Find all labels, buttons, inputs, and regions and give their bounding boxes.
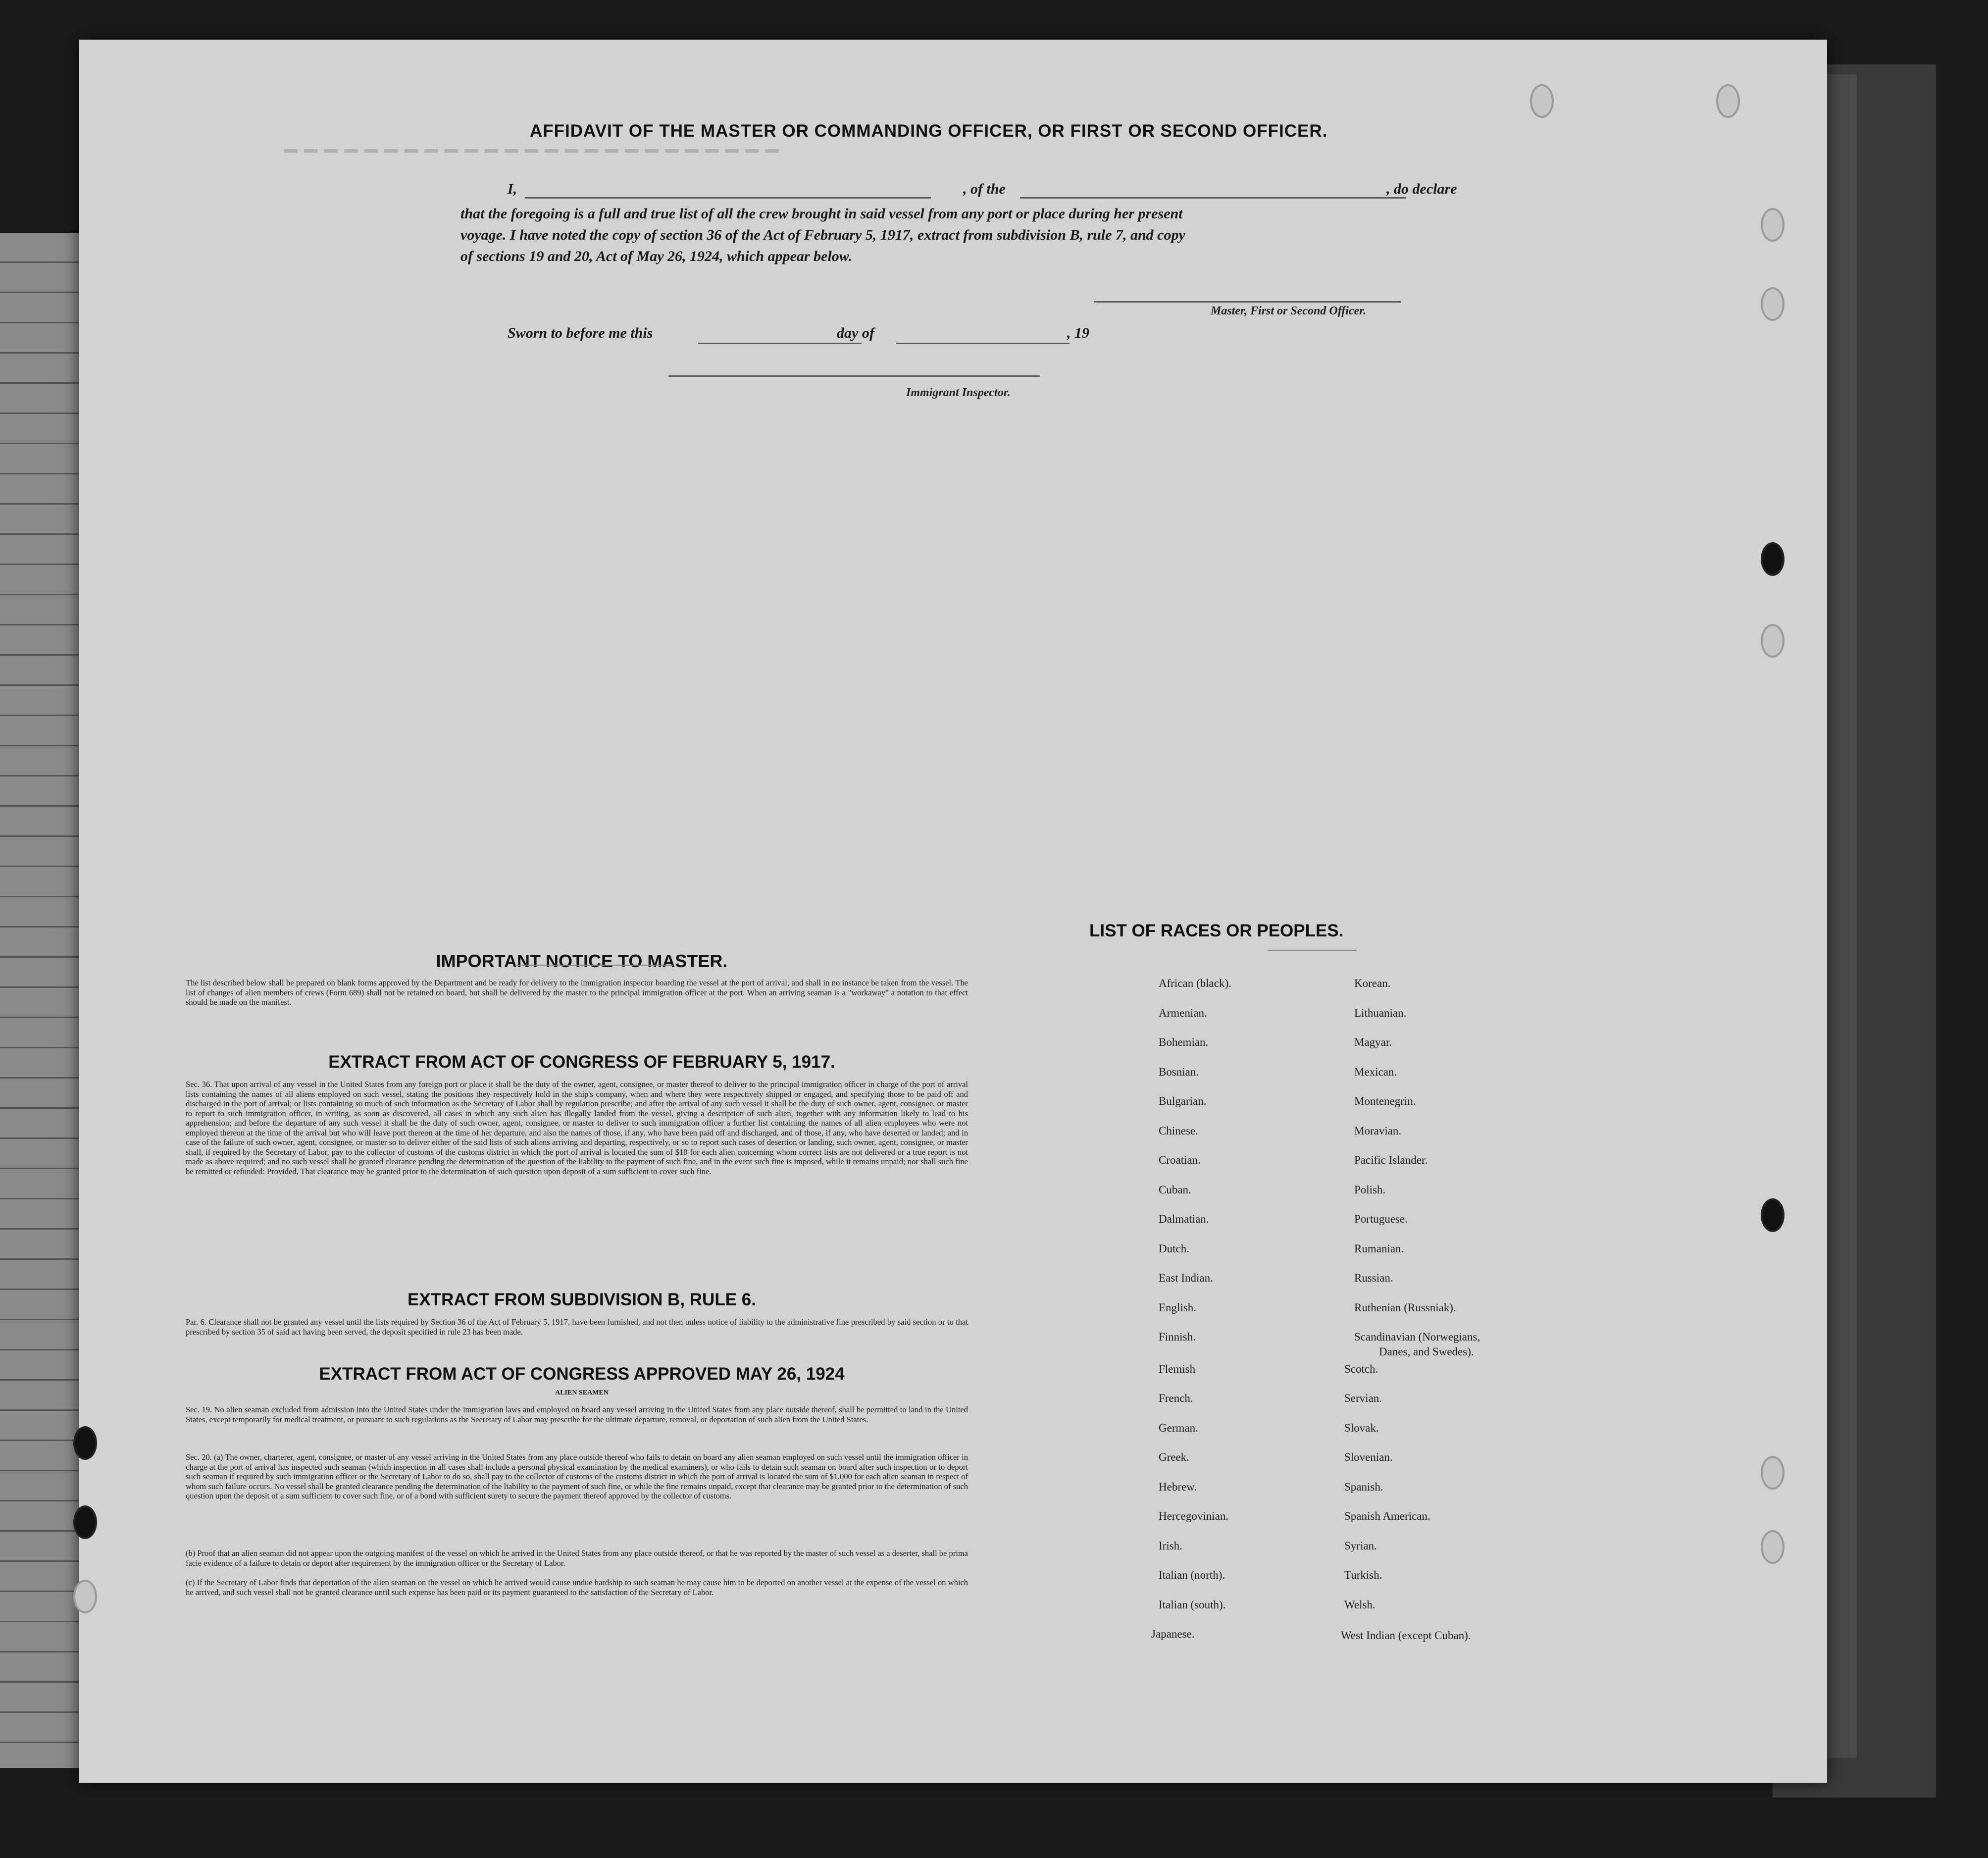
race-item: Dalmatian. <box>1159 1213 1209 1225</box>
race-item: Russian. <box>1354 1272 1393 1284</box>
race-item: East Indian. <box>1159 1272 1213 1284</box>
binder-hole <box>1761 1530 1784 1564</box>
inspector-signature-label: Immigrant Inspector. <box>906 386 1011 399</box>
races-title-divider <box>1268 950 1357 951</box>
race-item: Slovenian. <box>1344 1451 1393 1463</box>
race-item: Finnish. <box>1159 1331 1196 1343</box>
day-of-label: day of <box>837 325 874 341</box>
extract-1924-sec19: Sec. 19. No alien seaman excluded from admission into the United States under the immigration laws and employed on board any vessel arriving in the United States from any place outside thereof, shall be permitted to land in the United States, except temporarily for medical treatment, or pursuant to such regulations as the Secretary of Labor may prescribe for the ultimate departure, removal, or deportation of such alien from the United States. <box>186 1405 968 1424</box>
left-ruled-strip <box>0 233 79 1768</box>
race-item: Hercegovinian. <box>1159 1510 1229 1522</box>
binder-hole <box>1530 84 1554 118</box>
race-item: Welsh. <box>1344 1599 1376 1611</box>
year-label: , 19 <box>1067 325 1089 341</box>
race-item: Mexican. <box>1354 1066 1397 1078</box>
race-item: French. <box>1159 1392 1193 1404</box>
extract-1924-sec20b: (b) Proof that an alien seaman did not appear upon the outgoing manifest of the vessel on which he arrived in the United States from any place outside thereof, or that he was reported by the master of such vessel as a deserter, shall be prima facie evidence of a failure to detain or deport after requirement by the immigration officer or the Secretary of Labor. <box>186 1548 968 1568</box>
race-item: Croatian. <box>1159 1154 1201 1166</box>
race-item: Japanese. <box>1151 1628 1195 1640</box>
race-item: Portuguese. <box>1354 1213 1408 1225</box>
race-item: Irish. <box>1159 1540 1182 1552</box>
declaration-line-2: that the foregoing is a full and true list of all the crew brought in said vessel from any port or place during her present <box>460 206 1183 222</box>
master-signature-label: Master, First or Second Officer. <box>1211 305 1367 317</box>
race-item: Ruthenian (Russniak). <box>1354 1301 1456 1314</box>
race-item: Danes, and Swedes). <box>1379 1345 1474 1358</box>
race-item: Rumanian. <box>1354 1242 1404 1255</box>
binder-hole <box>73 1505 97 1539</box>
race-item: Armenian. <box>1159 1007 1207 1019</box>
binder-hole <box>73 1426 97 1460</box>
sworn-day-line[interactable] <box>698 343 862 344</box>
vessel-name-line[interactable] <box>1020 197 1406 199</box>
race-item: Pacific Islander. <box>1354 1154 1428 1166</box>
binder-hole <box>1761 542 1784 576</box>
sworn-label: Sworn to before me this <box>508 325 653 341</box>
race-item: Turkish. <box>1344 1569 1382 1581</box>
race-item: West Indian (except Cuban). <box>1341 1629 1471 1642</box>
manifest-page <box>79 40 1827 1783</box>
race-item: Syrian. <box>1344 1540 1377 1552</box>
race-item: Spanish American. <box>1344 1510 1430 1522</box>
race-item: Polish. <box>1354 1184 1386 1196</box>
extract-rule6-title: EXTRACT FROM SUBDIVISION B, RULE 6. <box>408 1290 756 1309</box>
extract-1924-title: EXTRACT FROM ACT OF CONGRESS APPROVED MAY 26, 1924 <box>319 1364 845 1384</box>
declaration-line-3: voyage. I have noted the copy of section 36 of the Act of February 5, 1917, extract from subdivision B, rule 7, and copy <box>460 227 1185 243</box>
race-item: Scandinavian (Norwegians, <box>1354 1331 1480 1343</box>
binder-hole <box>1761 1456 1784 1490</box>
extract-1924-subtitle: ALIEN SEAMEN <box>555 1389 609 1396</box>
race-item: Italian (north). <box>1159 1569 1225 1581</box>
race-item: Korean. <box>1354 977 1391 989</box>
race-item: Dutch. <box>1159 1242 1189 1255</box>
race-item: Lithuanian. <box>1354 1007 1407 1019</box>
binder-hole <box>1716 84 1740 118</box>
declaration-line-4: of sections 19 and 20, Act of May 26, 1924, which appear below. <box>460 248 853 264</box>
race-item: Bulgarian. <box>1159 1095 1207 1107</box>
notice-text: The list described below shall be prepared on blank forms approved by the Department and be ready for delivery to the immigration inspector boarding the vessel at the port of arrival, and shall in no instance be taken from the vessel. The list of changes of alien members of crews (Form 689) shall not be retained on board, but shall be delivered by the master to the principal immigration officer at the port. When an arriving seaman is a "workaway" a notation to that effect should be made on the manifest. <box>186 978 968 1007</box>
notice-title: IMPORTANT NOTICE TO MASTER. <box>436 951 728 971</box>
race-item: Bohemian. <box>1159 1036 1209 1048</box>
race-item: Hebrew. <box>1159 1481 1197 1493</box>
race-item: German. <box>1159 1422 1198 1434</box>
bleed-through-texture: ━━━━━━━━━━━━━━━━━━━━━━━━━ <box>277 139 779 164</box>
race-item: Slovak. <box>1344 1422 1379 1434</box>
race-item: Greek. <box>1159 1451 1189 1463</box>
race-item: Moravian. <box>1354 1125 1402 1137</box>
vessel-of-label: , of the <box>963 181 1006 197</box>
race-item: Bosnian. <box>1159 1066 1199 1078</box>
race-item: Italian (south). <box>1159 1599 1226 1611</box>
title-divider <box>515 965 673 966</box>
race-item: Magyar. <box>1354 1036 1392 1048</box>
race-item: Scotch. <box>1344 1363 1378 1375</box>
binder-hole <box>1761 1198 1784 1232</box>
extract-1924-sec20a: Sec. 20. (a) The owner, charterer, agent, consignee, or master of any vessel arriving in the United States from any place outside thereof who fails to detain on board any alien seaman employed on such vessel until the immigration officer in charge at the port of arrival has inspected such seaman (which inspection in all cases shall include a personal physical examination by the medical examiners), or who fails to detain such seaman on board after such inspection or to deport such seaman if required by such immigration officer or the Secretary of Labor to do so, shall pay to the collector of customs of the customs district in which the port of arrival is located the sum of $1,000 for each alien seaman in respect of whom such failure occurs. No vessel shall be granted clearance pending the determination of the liability to the payment of such fine, or while the fine remains unpaid, except that clearance may be granted prior to the determination of such question upon the deposit of a sum sufficient to cover such fine, or of a bond with sufficient surety to secure the payment thereof approved by the collector of customs. <box>186 1452 968 1500</box>
binder-hole <box>1761 287 1784 321</box>
race-item: Chinese. <box>1159 1125 1198 1137</box>
races-title: LIST OF RACES OR PEOPLES. <box>1089 921 1344 940</box>
race-item: Cuban. <box>1159 1184 1191 1196</box>
extract-1924-sec20c: (c) If the Secretary of Labor finds that deportation of the alien seaman on the vessel on which he arrived would cause undue hardship to such seaman he may cause him to be deported on another vessel at the expense of the vessel on which he arrived, and such vessel shall not be granted clearance until such expense has been paid or its payment guaranteed to the satisfaction of the Secretary of Labor. <box>186 1578 968 1597</box>
declare-label: , do declare <box>1386 181 1457 197</box>
extract-1917-text: Sec. 36. That upon arrival of any vessel in the United States from any foreign port or place it shall be the duty of the owner, agent, consignee, or master thereof to deliver to the principal immigration officer in charge of the port of arrival lists containing the names of all aliens employed on such vessel, stating the positions they respectively hold in the ship's company, when and where they were respectively shipped or engaged, and specifying those to be paid off and discharged in the port of arrival; or lists containing so much of such information as the Secretary of Labor shall by regulation prescribe; and after the arrival of any such vessel it shall be the duty of such owner, agent, consignee, or master to report to such immigration officer, in writing, as soon as discovered, all cases in which any such alien has illegally landed from the vessel, giving a description of such alien, together with any information likely to lead to his apprehension; and before the departure of any such vessel it shall be the duty of such owner, agent, consignee, or master to deliver to such immigration officer a further list containing the names of all alien employees who were not employed thereon at the time of the arrival but who will leave port thereon at the time of her departure, and also the names of those, if any, who have been paid off and discharged, and of those, if any, who have deserted or landed; and in case of the failure of such owner, agent, consignee, or master so to deliver either of the said lists of such aliens arriving and departing, respectively, or so to report such cases of desertion or landing, such owner, agent, consignee, or master shall, if required by the Secretary of Labor, pay to the collector of customs of the customs district in which the port of arrival is located the sum of $10 for each alien concerning whom correct lists are not delivered or a true report is not made as above required; and no such vessel shall be granted clearance pending the determination of the question of the liability to the payment of such fine, and in the event such fine is imposed, while it remains unpaid; nor shall such fine be remitted or refunded: Provided, That clearance may be granted prior to the determination of such question upon deposit of a sum sufficient to cover such fine. <box>186 1080 968 1176</box>
declarant-name-line[interactable] <box>525 197 931 199</box>
inspector-signature-line[interactable] <box>668 375 1040 377</box>
race-item: Flemish <box>1159 1363 1196 1375</box>
sworn-month-line[interactable] <box>896 343 1070 344</box>
binder-hole <box>73 1580 97 1613</box>
extract-rule6-text: Par. 6. Clearance shall not be granted any vessel until the lists required by Section 36 of the Act of February 5, 1917, have been furnished, and not then unless notice of liability to the administrative fine prescribed by said section or to that prescribed by section 35 of said act having been served, the deposit specified in rule 23 has been made. <box>186 1317 968 1337</box>
affidavit-title: AFFIDAVIT OF THE MASTER OR COMMANDING OFFICER, OR FIRST OR SECOND OFFICER. <box>530 121 1328 141</box>
declarant-label: I, <box>508 181 517 197</box>
race-item: Montenegrin. <box>1354 1095 1416 1107</box>
race-item: English. <box>1159 1301 1197 1314</box>
extract-1917-title: EXTRACT FROM ACT OF CONGRESS OF FEBRUARY 5, 1917. <box>328 1052 835 1072</box>
binder-hole <box>1761 208 1784 242</box>
master-signature-line[interactable] <box>1094 301 1401 303</box>
race-item: African (black). <box>1159 977 1231 989</box>
race-item: Spanish. <box>1344 1481 1383 1493</box>
binder-hole <box>1761 624 1784 658</box>
race-item: Servian. <box>1344 1392 1382 1404</box>
